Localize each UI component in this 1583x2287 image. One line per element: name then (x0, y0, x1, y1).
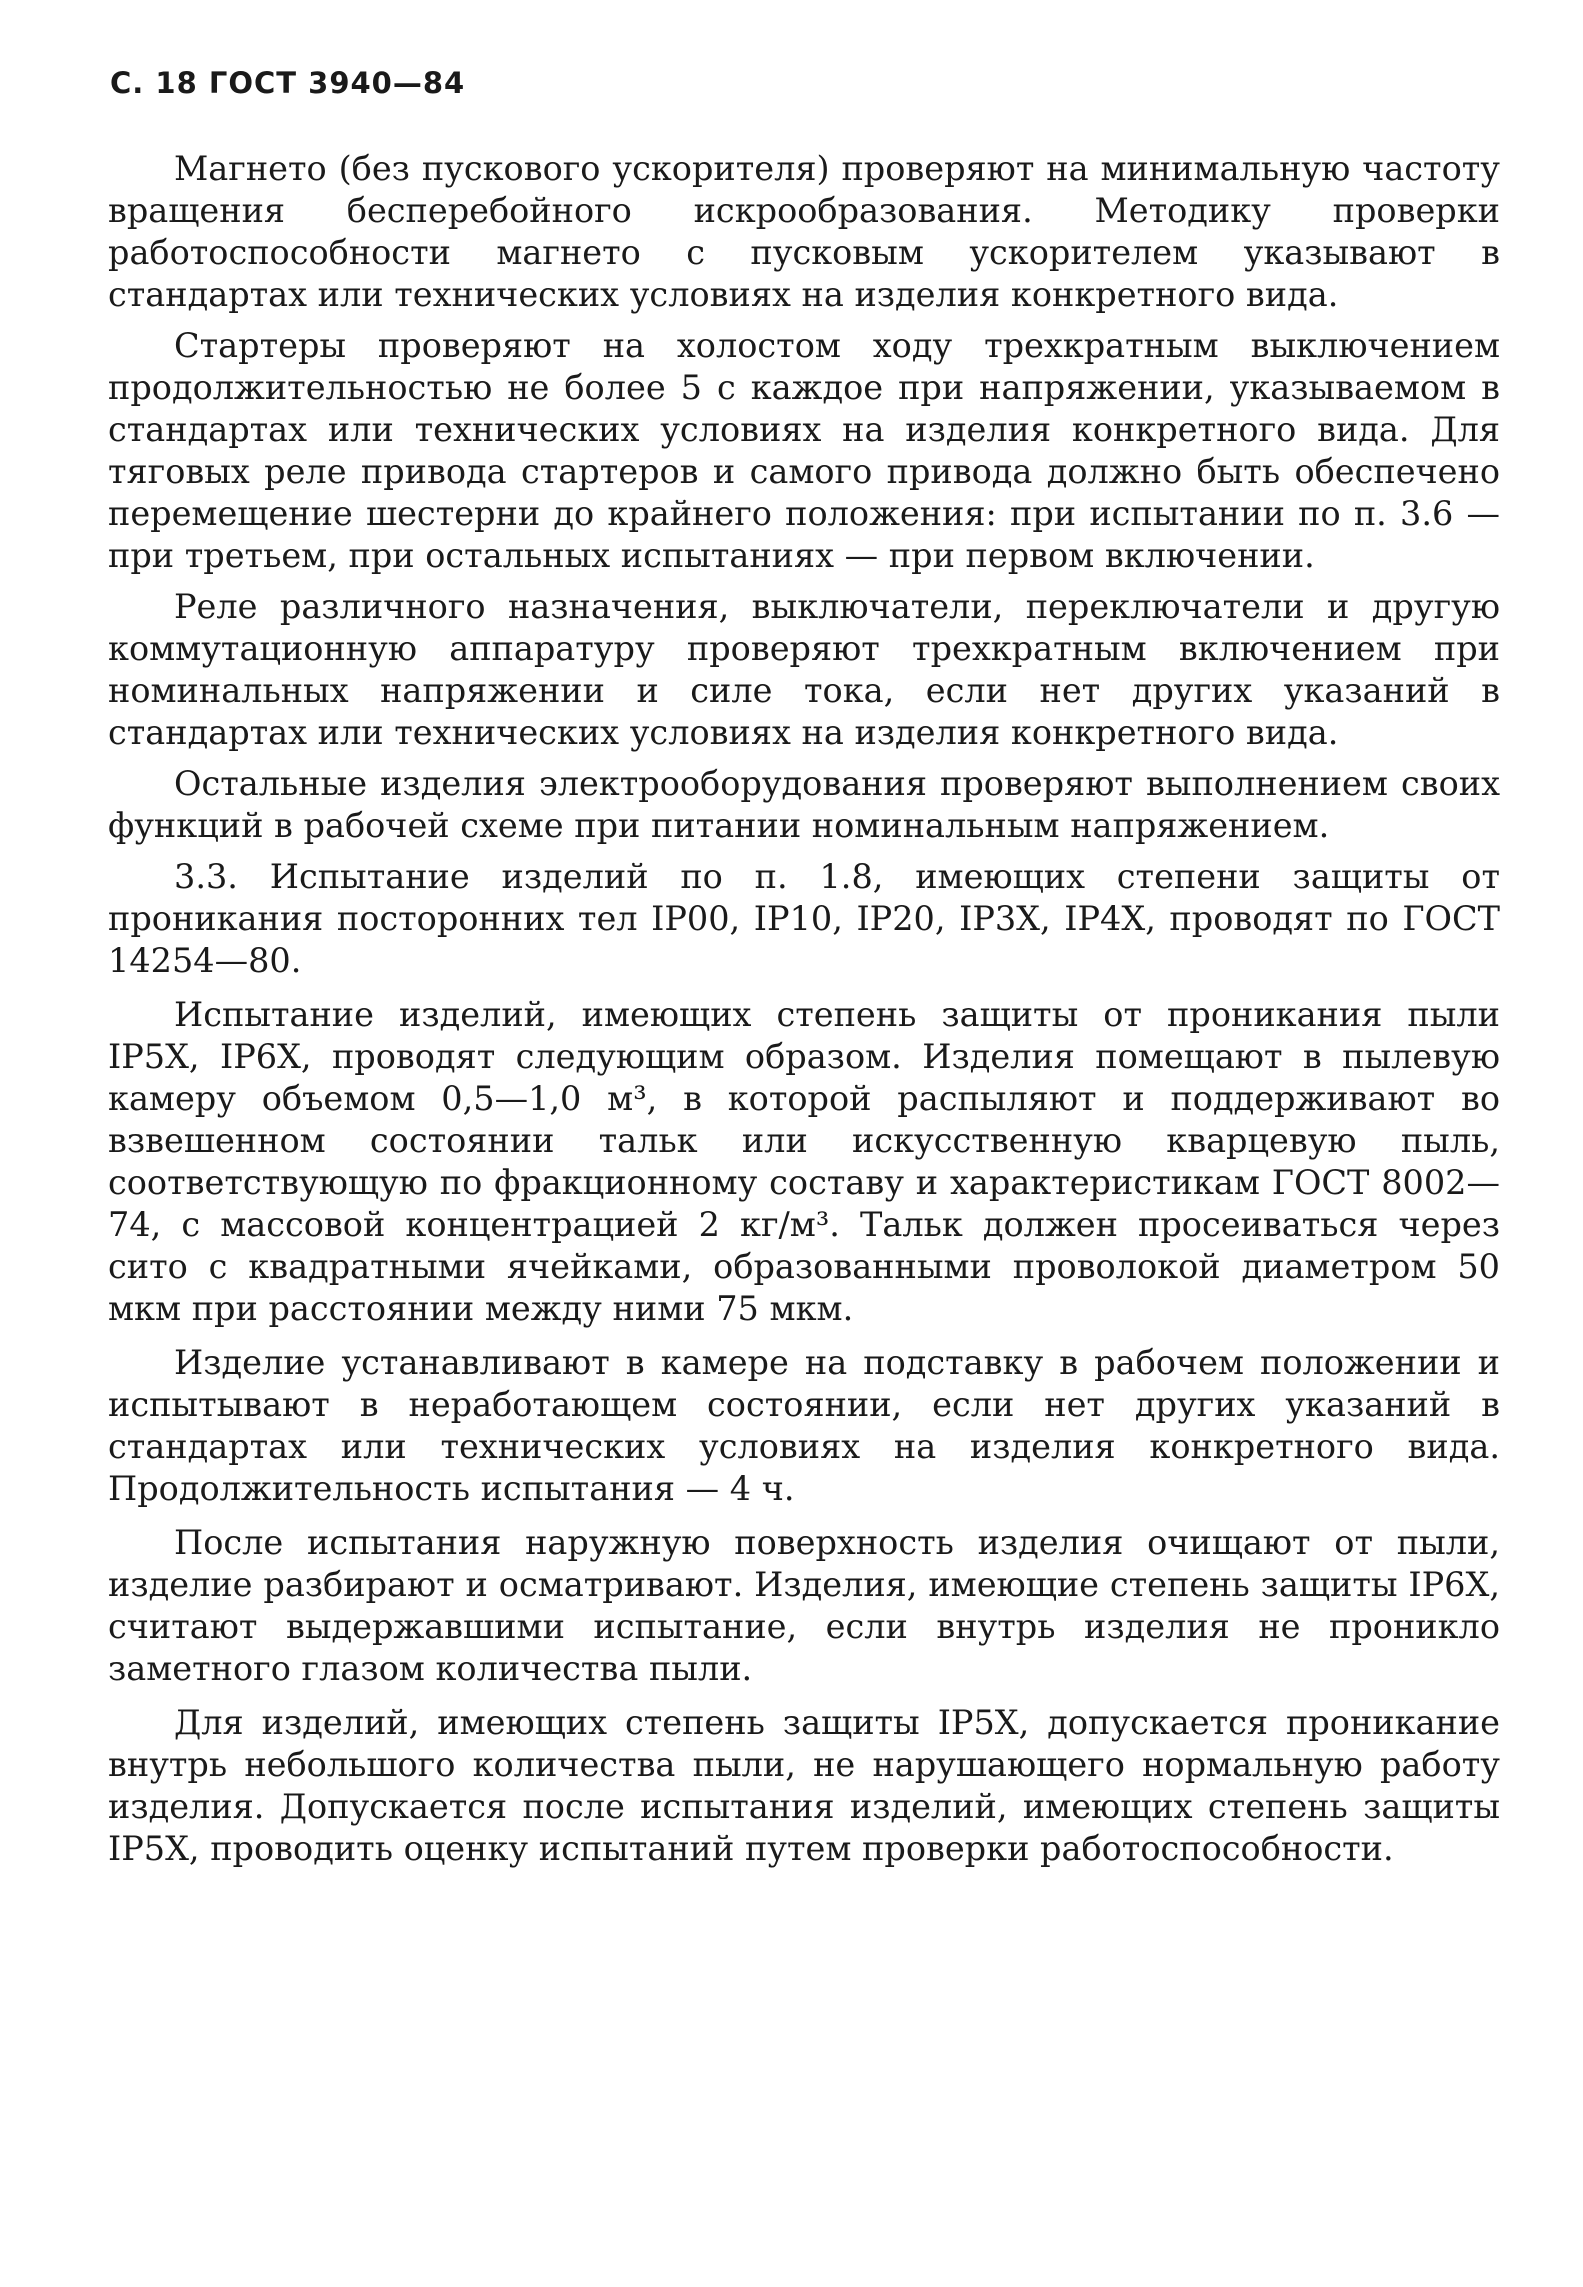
paragraph-starters: Стартеры проверяют на холостом ходу трехкратным выключением продолжительностью не более 5 с каждое при напряжении, указываемом в стандартах или технических условиях на изделия конкретного вида. Для тяговых реле привода стартеров и самого привода должно быть обеспечено перемещение шестерни до крайнего положения: при испытании по п. 3.6 — при третьем, при остальных испытаниях — при первом включении. (108, 326, 1500, 575)
document-body (108, 148, 1500, 1870)
paragraph-after-test: После испытания наружную поверхность изделия очищают от пыли, изделие разбирают и осматривают. Изделия, имеющие степень защиты IP6X, считают выдержавшими испытание, если внутрь изделия не проникло заметного глазом количества пыли. (108, 1523, 1500, 1688)
paragraph-ip5x: Для изделий, имеющих степень защиты IP5X, допускается проникание внутрь небольшого количества пыли, не нарушающего нормальную работу изделия. Допускается после испытания изделий, имеющих степень защиты IP5X, проводить оценку испытаний путем проверки работоспособности. (108, 1703, 1500, 1868)
paragraph-other-equipment: Остальные изделия электрооборудования проверяют выполнением своих функций в рабочей схеме при питании номинальным напряжением. (108, 764, 1500, 845)
paragraph-relays: Реле различного назначения, выключатели, переключатели и другую коммутационную аппаратуру проверяют трехкратным включением при номинальных напряжении и силе тока, если нет других указаний в стандартах или технических условиях на изделия конкретного вида. (108, 587, 1500, 752)
paragraph-dust-test: Испытание изделий, имеющих степень защиты от проникания пыли IP5X, IP6X, проводят следующим образом. Изделия помещают в пылевую камеру объемом 0,5—1,0 м³, в которой распыляют и поддерживают во взвешенном состоянии тальк или искусственную кварцевую пыль, соответствующую по фракционному составу и характеристикам ГОСТ 8002—74, с массовой концентрацией 2 кг/м³. Тальк должен просеиваться через сито с квадратными ячейками, образованными проволокой диаметром 50 мкм при расстоянии между ними 75 мкм. (108, 995, 1500, 1328)
paragraph-section-3-3: 3.3. Испытание изделий по п. 1.8, имеющих степени защиты от проникания посторонних тел IP00, IP10, IP20, IP3X, IP4X, проводят по ГОСТ 14254—80. (108, 857, 1500, 980)
paragraph-chamber-placement: Изделие устанавливают в камере на подставку в рабочем положении и испытывают в неработающем состоянии, если нет других указаний в стандартах или технических условиях на изделия конкретного вида. Продолжительность испытания — 4 ч. (108, 1343, 1500, 1508)
page-header: С. 18 ГОСТ 3940—84 (110, 66, 466, 100)
paragraph-magneto: Магнето (без пускового ускорителя) проверяют на минимальную частоту вращения бесперебойного искрообразования. Методику проверки работоспособности магнето с пусковым ускорителем указывают в стандартах или технических условиях на изделия конкретного вида. (108, 149, 1500, 314)
